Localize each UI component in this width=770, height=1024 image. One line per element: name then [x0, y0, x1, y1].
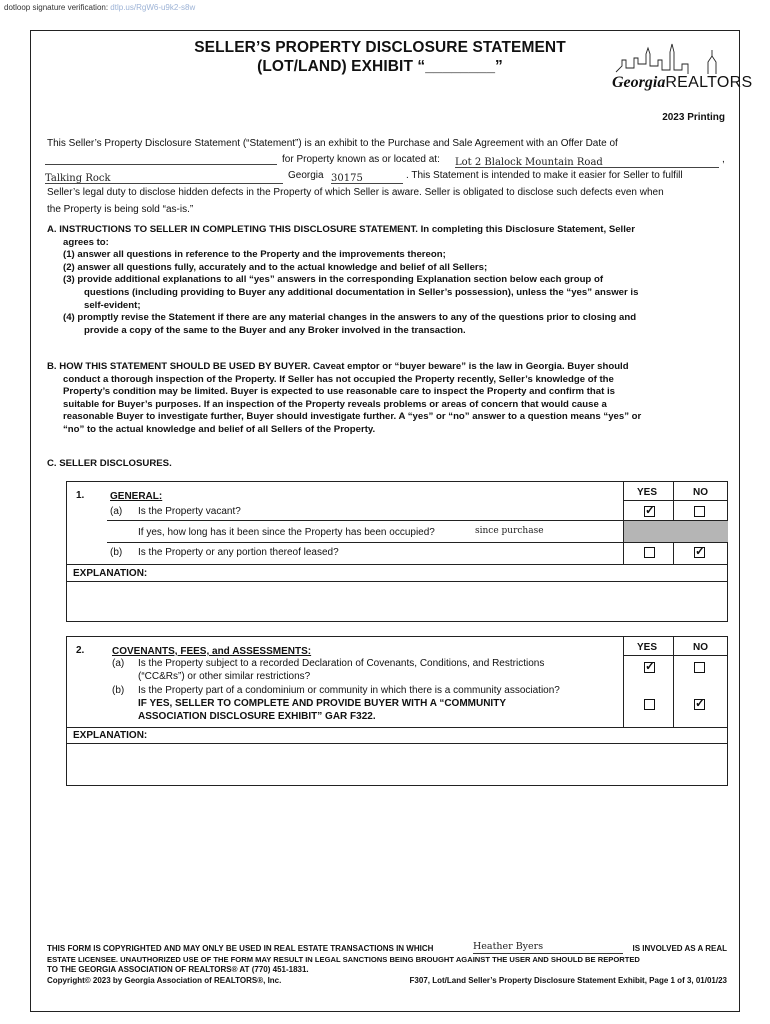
footer-line1-a: THIS FORM IS COPYRIGHTED AND MAY ONLY BE USED IN REAL ESTATE TRANSACTIONS IN WHICH — [47, 944, 434, 953]
table1-q-a-letter: (a) — [110, 506, 123, 517]
table1-q-a-sub-answer[interactable]: since purchase — [475, 526, 544, 536]
t1a-no-checkbox[interactable] — [694, 506, 705, 517]
table2-q-a-line1: Is the Property subject to a recorded Declaration of Covenants, Conditions, and Restrictions — [138, 658, 545, 669]
logo-realtors: REALTORS — [665, 74, 753, 91]
section-b-line-2: conduct a thorough inspection of the Property. If Seller has not occupied the Property recently, Seller’s knowledge of the — [63, 373, 614, 385]
section-a-item-4: (4) promptly revise the Statement if there are any material changes in the answers to any of the questions prior to closing and — [63, 312, 637, 324]
section-a-item-3-end: self-evident; — [84, 299, 141, 311]
table2-title: COVENANTS, FEES, and ASSESSMENTS: — [112, 646, 312, 657]
table2-no-header: NO — [693, 642, 708, 653]
intro-line-3-rest: . This Statement is intended to make it easier for Seller to fulfill — [406, 170, 683, 181]
logo-georgia: Georgia — [612, 74, 666, 91]
footer — [47, 941, 727, 986]
page-title — [150, 38, 610, 76]
footer-line3: TO THE GEORGIA ASSOCIATION OF REALTORS® AT (770) 451-1831. — [47, 965, 309, 974]
zip-field[interactable] — [331, 168, 403, 184]
table1-title: GENERAL: — [110, 491, 163, 502]
address-comma: , — [722, 154, 725, 165]
t1b-yes-checkbox[interactable] — [644, 547, 655, 558]
city-field[interactable] — [45, 168, 283, 184]
table1-q-a-sub: If yes, how long has it been since the Property has been occupied? — [138, 527, 435, 538]
section-a-item-4-cont: provide a copy of the same to the Buyer and any Broker involved in the transaction. — [84, 324, 466, 336]
section-a-item-3-cont: questions (including providing to Buyer any additional documentation in Seller’s possession), unless the “yes” answer is — [84, 286, 639, 298]
section-b-line-3: Property’s condition may be limited. Buyer is expected to use reasonable care to inspect the Property and confirm that is — [63, 386, 615, 398]
section-a-item-2: (2) answer all questions fully, accurately and to the actual knowledge and belief of all Sellers; — [63, 261, 488, 273]
table1-q-b-letter: (b) — [110, 547, 123, 558]
city-value: Talking Rock — [45, 173, 111, 184]
table2-q-b: Is the Property part of a condominium or community in which there is a community association? — [138, 685, 560, 696]
offer-date-field[interactable] — [45, 164, 277, 165]
table1-q-b: Is the Property or any portion thereof leased? — [138, 547, 339, 558]
t2a-yes-checkbox[interactable] — [644, 662, 655, 673]
table2-explanation-field[interactable] — [67, 744, 727, 784]
t2a-no-checkbox[interactable] — [694, 662, 705, 673]
dotloop-verification — [4, 3, 195, 12]
table1-number: 1. — [76, 490, 85, 501]
footer-copyright: Copyright© 2023 by Georgia Association of REALTORS®, Inc. — [47, 975, 282, 985]
footer-licensee: Heather Byers — [473, 941, 544, 952]
title-line-2: (LOT/LAND) EXHIBIT “________” — [257, 58, 503, 75]
table2-q-a-letter: (a) — [112, 658, 125, 669]
t2b-yes-checkbox[interactable] — [644, 699, 655, 710]
section-b-line-1: B. HOW THIS STATEMENT SHOULD BE USED BY BUYER. Caveat emptor or “buyer beware” is the law in Georgia. Buyer should — [47, 361, 629, 372]
section-b-line-5: reasonable Buyer to investigate further, Buyer should investigate further. A “yes” or “no” answer to a question means “yes” or — [63, 411, 642, 423]
intro-line-4: Seller’s legal duty to disclose hidden defects in the Property of which Seller is aware. Seller is obligated to disclose such defects even when — [47, 187, 664, 198]
footer-line2: ESTATE LICENSEE. UNAUTHORIZED USE OF THE FORM MAY RESULT IN LEGAL SANCTIONS BEING BROUGHT AGAINST THE USER AND SHOULD BE REPORTED — [47, 954, 640, 964]
section-a-item-1: (1) answer all questions in reference to the Property and the improvements thereon; — [63, 249, 446, 261]
covenants-table — [66, 636, 728, 786]
table2-q-b-bold-2: ASSOCIATION DISCLOSURE EXHIBIT” GAR F322. — [138, 711, 376, 722]
section-b — [47, 361, 737, 437]
section-a-item-3: (3) provide additional explanations to all “yes” answers in the corresponding Explanation section below each group of — [63, 274, 604, 286]
table1-q-a: Is the Property vacant? — [138, 506, 241, 517]
table2-yes-header: YES — [637, 642, 658, 653]
table2-q-a-line2: (“CC&Rs”) or other similar restrictions? — [138, 671, 311, 682]
printing-year: 2023 Printing — [662, 112, 725, 123]
property-address: Lot 2 Blalock Mountain Road — [455, 157, 603, 168]
table1-explanation-field[interactable] — [67, 582, 727, 620]
table1-explanation-label: EXPLANATION: — [73, 568, 148, 579]
intro-line-2-label: for Property known as or located at: — [282, 154, 440, 165]
t2b-no-checkbox[interactable] — [694, 699, 705, 710]
table1-yes-header: YES — [637, 487, 658, 498]
section-b-line-4: suitable for Buyer’s purposes. If an inspection of the Property reveals problems or areas of concern that would cause a — [63, 398, 607, 410]
intro-line-1: This Seller’s Property Disclosure Statement (“Statement”) is an exhibit to the Purchase and Sale Agreement with an Offer Date of — [47, 138, 618, 149]
table2-number: 2. — [76, 645, 85, 656]
t1b-no-checkbox[interactable] — [694, 547, 705, 558]
section-a-heading: A. INSTRUCTIONS TO SELLER IN COMPLETING THIS DISCLOSURE STATEMENT. In completing this Disclosure Statement, Seller — [47, 224, 635, 235]
footer-line1-b: IS INVOLVED AS A REAL — [632, 944, 727, 953]
table1-no-header: NO — [693, 487, 708, 498]
section-a — [47, 224, 737, 337]
intro-line-5: the Property is being sold “as-is.” — [47, 204, 194, 215]
t1a-yes-checkbox[interactable] — [644, 506, 655, 517]
footer-licensee-line — [473, 953, 623, 954]
georgia-label: Georgia — [288, 170, 324, 181]
property-address-field[interactable] — [455, 152, 719, 168]
section-c-heading: C. SELLER DISCLOSURES. — [47, 458, 172, 469]
general-table — [66, 481, 728, 622]
footer-form-id: F307, Lot/Land Seller’s Property Disclosure Statement Exhibit, Page 1 of 3, 01/01/23 — [409, 975, 727, 985]
section-b-line-6: “no” to the actual knowledge and belief of all Sellers of the Property. — [63, 423, 376, 435]
table2-q-b-letter: (b) — [112, 685, 125, 696]
verification-link[interactable]: dtlp.us/RgW6-u9k2-s8w — [110, 3, 196, 12]
verification-label: dotloop signature verification: — [4, 3, 109, 12]
section-a-heading-2: agrees to: — [63, 236, 109, 248]
zip-value: 30175 — [331, 173, 363, 184]
table2-explanation-label: EXPLANATION: — [73, 730, 148, 741]
logo-wordmark — [612, 72, 753, 92]
title-line-1: SELLER’S PROPERTY DISCLOSURE STATEMENT — [194, 39, 566, 56]
table2-q-b-bold-1: IF YES, SELLER TO COMPLETE AND PROVIDE BUYER WITH A “COMMUNITY — [138, 698, 506, 709]
